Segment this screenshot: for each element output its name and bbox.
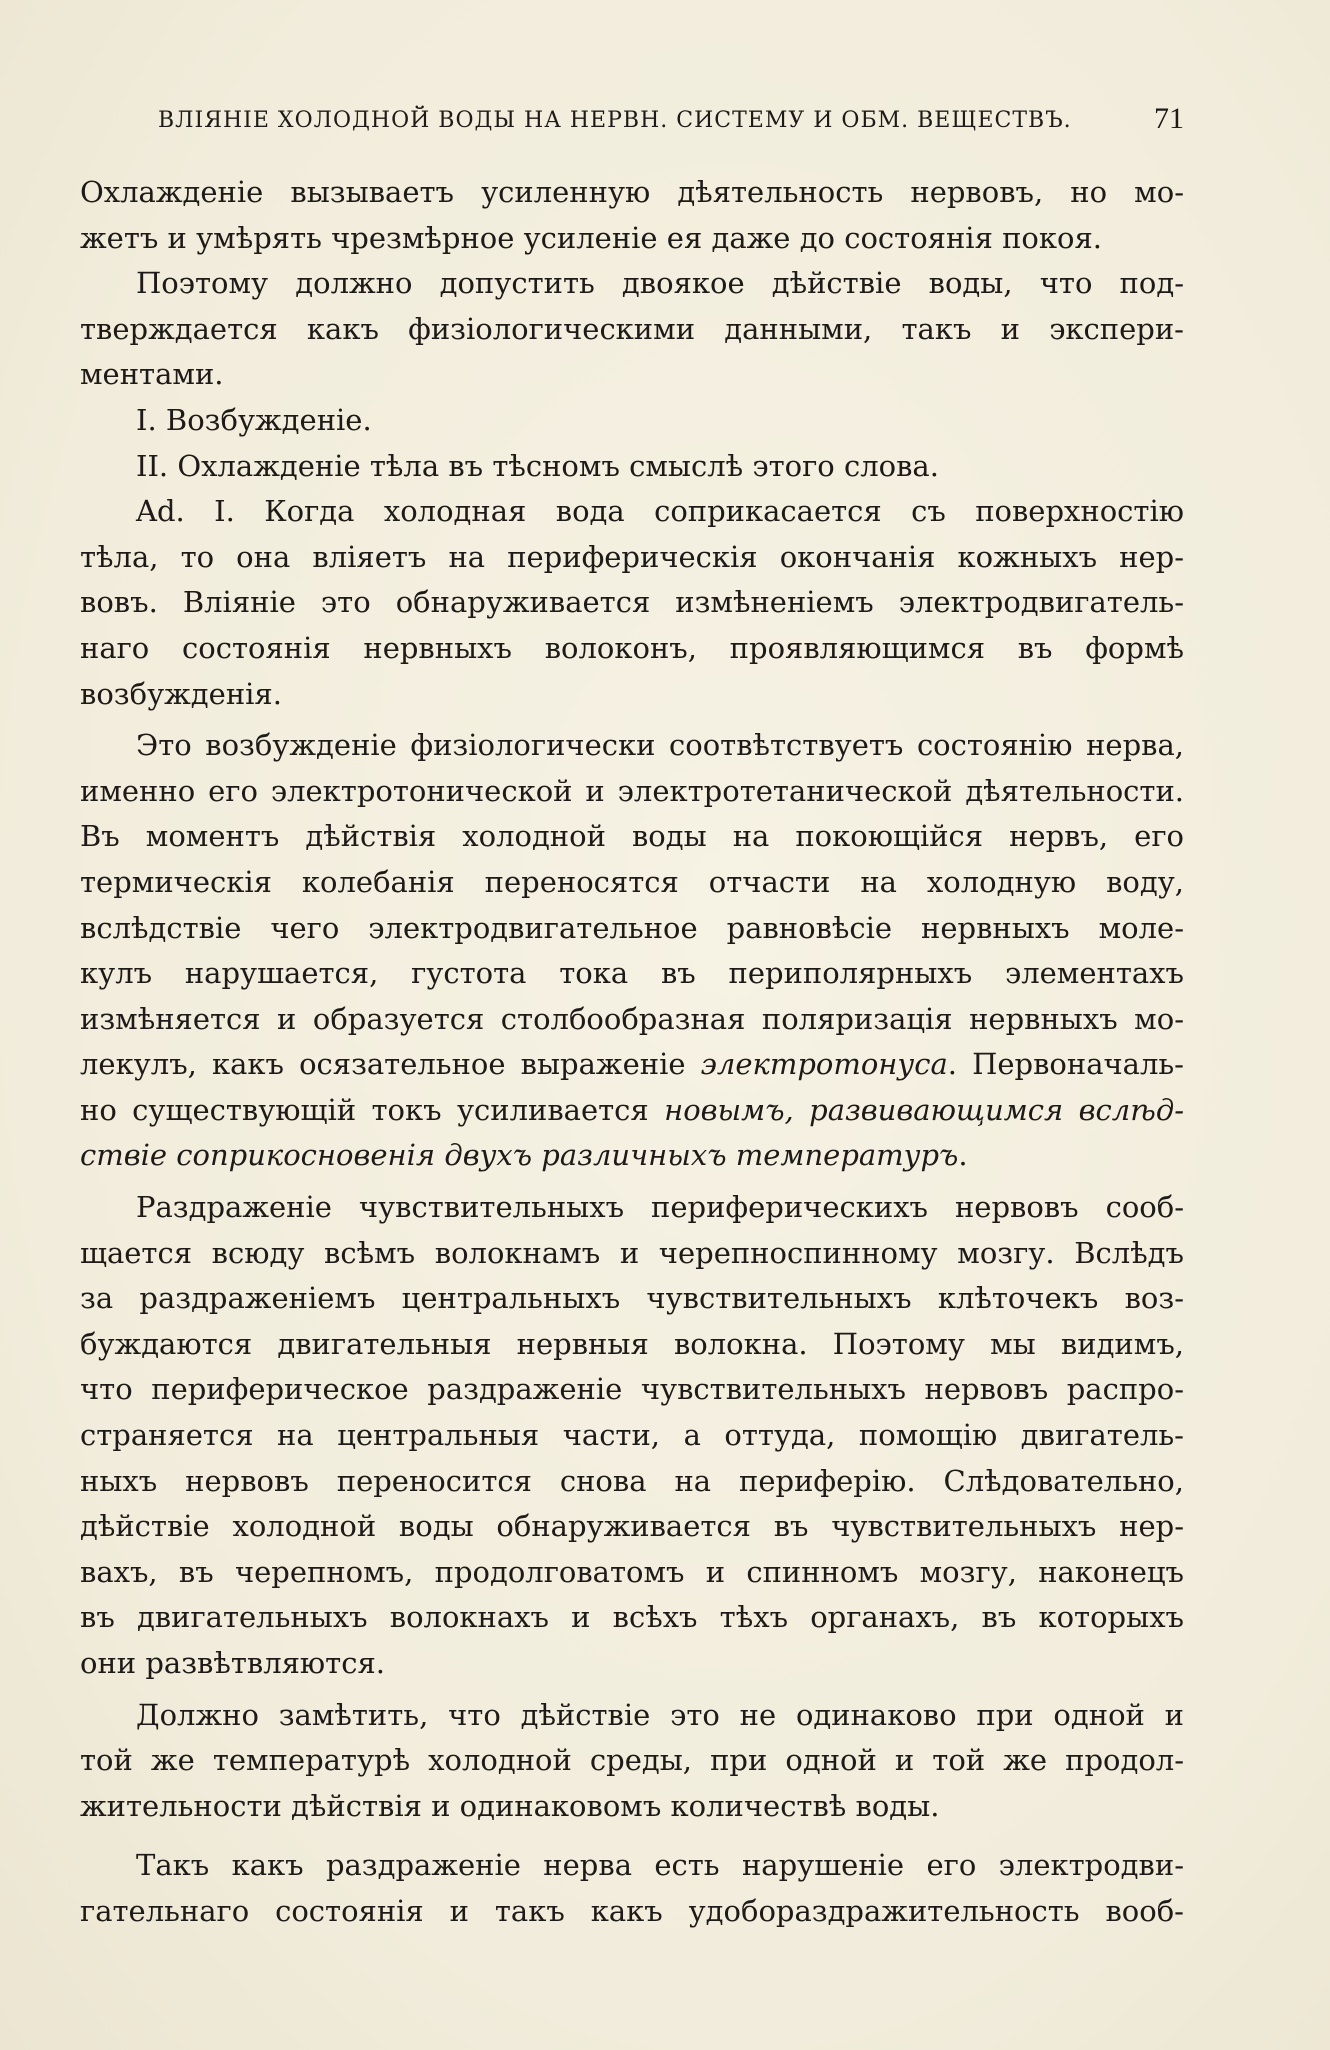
- text-line: Поэтому должно допустить двоякое дѣйствіе воды, что под-: [136, 266, 1184, 301]
- paragraph-2: [80, 261, 1184, 398]
- text-line: [80, 1042, 1184, 1088]
- text-line: возбужденія.: [80, 676, 282, 711]
- text-line: именно его электротонической и электротетанической дѣятельности.: [80, 773, 1184, 808]
- text-line: жительности дѣйствія и одинаковомъ количествѣ воды.: [80, 1788, 940, 1823]
- text-line: дѣйствіе холодной воды обнаруживается въ чувствительныхъ нер-: [80, 1509, 1184, 1544]
- body-text: [80, 170, 1184, 1935]
- text-line: вовъ. Вліяніе это обнаруживается измѣненіемъ электродвигатель-: [80, 585, 1184, 620]
- text-line: Должно замѣтить, что дѣйствіе это не одинаково при одной и: [136, 1697, 1184, 1732]
- text-line: щается всюду всѣмъ волокнамъ и черепноспинному мозгу. Вслѣдъ: [80, 1235, 1184, 1270]
- text-run: .: [958, 1138, 968, 1173]
- italic-term: электротонуса: [700, 1047, 948, 1082]
- paragraph-7: [80, 1843, 1184, 1934]
- text-line: Въ моментъ дѣйствія холодной воды на покоющійся нервъ, его: [80, 819, 1184, 854]
- italic-phrase: новымъ, развивающимся вслѣд-: [664, 1092, 1184, 1127]
- text-run: лекулъ, какъ осязательное выраженіе: [80, 1047, 701, 1082]
- text-line: гательнаго состоянія и такъ какъ удобораздражительность вооб-: [80, 1893, 1184, 1928]
- text-line: Ad. I. Когда холодная вода соприкасается съ поверхностію: [136, 494, 1184, 529]
- paragraph-5: [80, 1185, 1184, 1687]
- paragraph-4: [80, 723, 1184, 1179]
- text-line: той же температурѣ холодной среды, при одной и той же продол-: [80, 1743, 1184, 1778]
- text-line: кулъ нарушается, густота тока въ периполярныхъ элементахъ: [80, 956, 1184, 991]
- paragraph-6: [80, 1693, 1184, 1830]
- text-line: вслѣдствіе чего электродвигательное равновѣсіе нервныхъ моле-: [80, 910, 1184, 945]
- text-line: страняется на центральныя части, а оттуда, помощію двигатель-: [80, 1418, 1184, 1453]
- running-head: [158, 100, 1184, 140]
- text-line: [80, 1088, 1184, 1134]
- text-run: . Первоначаль-: [947, 1047, 1184, 1082]
- text-run: но существующій токъ усиливается: [80, 1092, 665, 1127]
- text-line: тѣла, то она вліяетъ на периферическія окончанія кожныхъ нер-: [80, 539, 1184, 574]
- page-number: 71: [1154, 102, 1184, 135]
- paragraph-3: [80, 489, 1184, 717]
- text-line: вахъ, въ черепномъ, продолговатомъ и спинномъ мозгу, наконецъ: [80, 1554, 1184, 1589]
- text-line: ныхъ нервовъ переносится снова на периферію. Слѣдовательно,: [80, 1463, 1184, 1498]
- italic-phrase: ствіе соприкосновенія двухъ различныхъ температуръ: [80, 1138, 959, 1173]
- running-title: ВЛІЯНІЕ ХОЛОДНОЙ ВОДЫ НА НЕРВН. СИСТЕМУ И ОБМ. ВЕЩЕСТВЪ.: [158, 108, 1072, 133]
- text-line: въ двигательныхъ волокнахъ и всѣхъ тѣхъ органахъ, въ которыхъ: [80, 1600, 1184, 1635]
- text-line: термическія колебанія переносятся отчасти на холодную воду,: [80, 864, 1184, 899]
- text-line: Это возбужденіе физіологически соотвѣтствуетъ состоянію нерва,: [136, 728, 1184, 763]
- list-item-2: [80, 444, 1184, 490]
- text-line: Охлажденіе вызываетъ усиленную дѣятельность нервовъ, но мо-: [80, 175, 1184, 209]
- text-line: что периферическое раздраженіе чувствительныхъ нервовъ распро-: [80, 1372, 1184, 1407]
- text-line: I. Возбужденіе.: [136, 402, 372, 437]
- text-line: за раздраженіемъ центральныхъ чувствительныхъ клѣточекъ воз-: [80, 1281, 1184, 1316]
- text-line: они развѣтвляются.: [80, 1646, 385, 1680]
- text-line: жетъ и умѣрять чрезмѣрное усиленіе ея даже до состоянія покоя.: [80, 220, 1102, 255]
- text-line: ментами.: [80, 357, 224, 392]
- text-line: Раздраженіе чувствительныхъ периферическихъ нервовъ сооб-: [136, 1190, 1184, 1225]
- text-line: наго состоянія нервныхъ волоконъ, проявляющимся въ формѣ: [80, 630, 1184, 665]
- text-line: [80, 1133, 1184, 1179]
- text-line: Такъ какъ раздраженіе нерва есть нарушеніе его электродви-: [136, 1848, 1184, 1883]
- text-line: измѣняется и образуется столбообразная поляризація нервныхъ мо-: [80, 1001, 1184, 1036]
- text-line: II. Охлажденіе тѣла въ тѣсномъ смыслѣ этого слова.: [136, 448, 939, 483]
- text-line: буждаются двигательныя нервныя волокна. Поэтому мы видимъ,: [80, 1326, 1184, 1361]
- paragraph-1: [80, 170, 1184, 261]
- list-item-1: [80, 398, 1184, 444]
- text-line: тверждается какъ физіологическими данными, такъ и экспери-: [80, 311, 1184, 346]
